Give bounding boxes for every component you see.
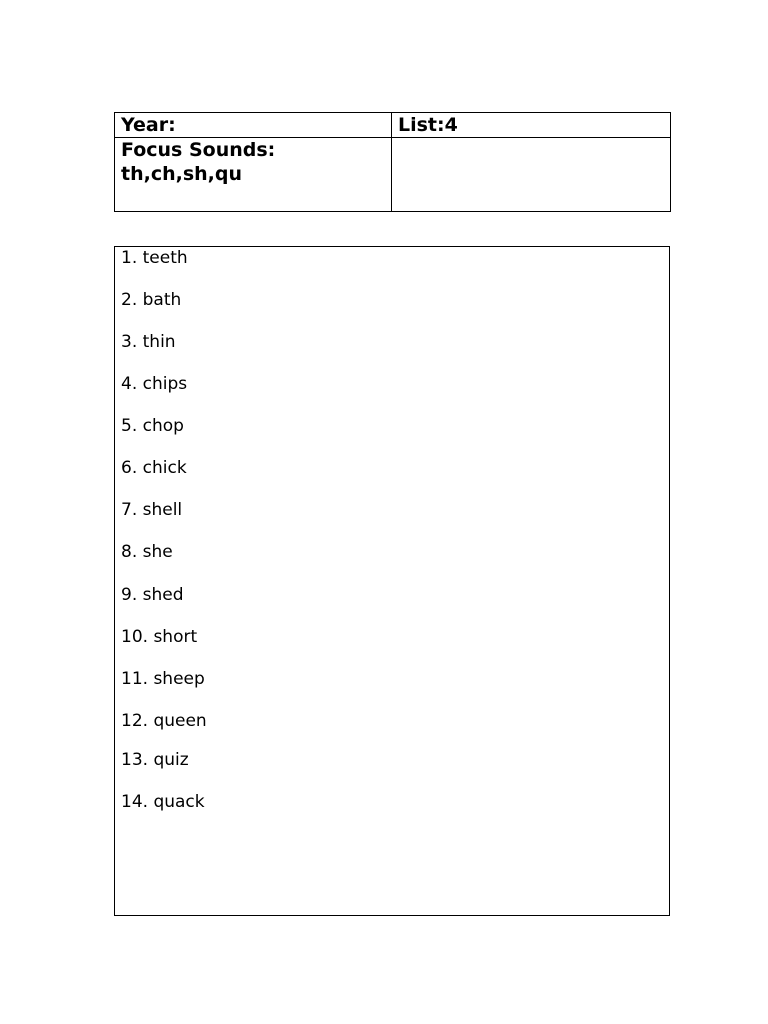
word-item-11: 11. sheep: [121, 669, 205, 689]
word-item-7: 7. shell: [121, 500, 183, 520]
word-item-5: 5. chop: [121, 416, 184, 436]
word-item-1: 1. teeth: [121, 248, 188, 268]
header-table: [114, 112, 671, 212]
word-item-8: 8. she: [121, 542, 173, 562]
year-cell: [115, 113, 392, 138]
word-item-6: 6. chick: [121, 458, 187, 478]
word-item-9: 9. shed: [121, 585, 184, 605]
word-item-12: 12. queen: [121, 711, 207, 731]
year-label: Year:: [121, 114, 176, 136]
word-item-3: 3. thin: [121, 332, 176, 352]
list-cell: [392, 113, 671, 138]
word-list-box: [114, 246, 670, 916]
word-item-10: 10. short: [121, 627, 198, 647]
focus-cell: [115, 138, 392, 212]
focus-label: Focus Sounds:: [121, 139, 276, 161]
word-item-2: 2. bath: [121, 290, 182, 310]
word-item-13: 13. quiz: [121, 750, 189, 770]
word-item-14: 14. quack: [121, 792, 205, 812]
empty-cell: [392, 138, 671, 212]
list-label: List:4: [398, 114, 458, 136]
focus-sounds: th,ch,sh,qu: [121, 163, 243, 185]
word-item-4: 4. chips: [121, 374, 188, 394]
